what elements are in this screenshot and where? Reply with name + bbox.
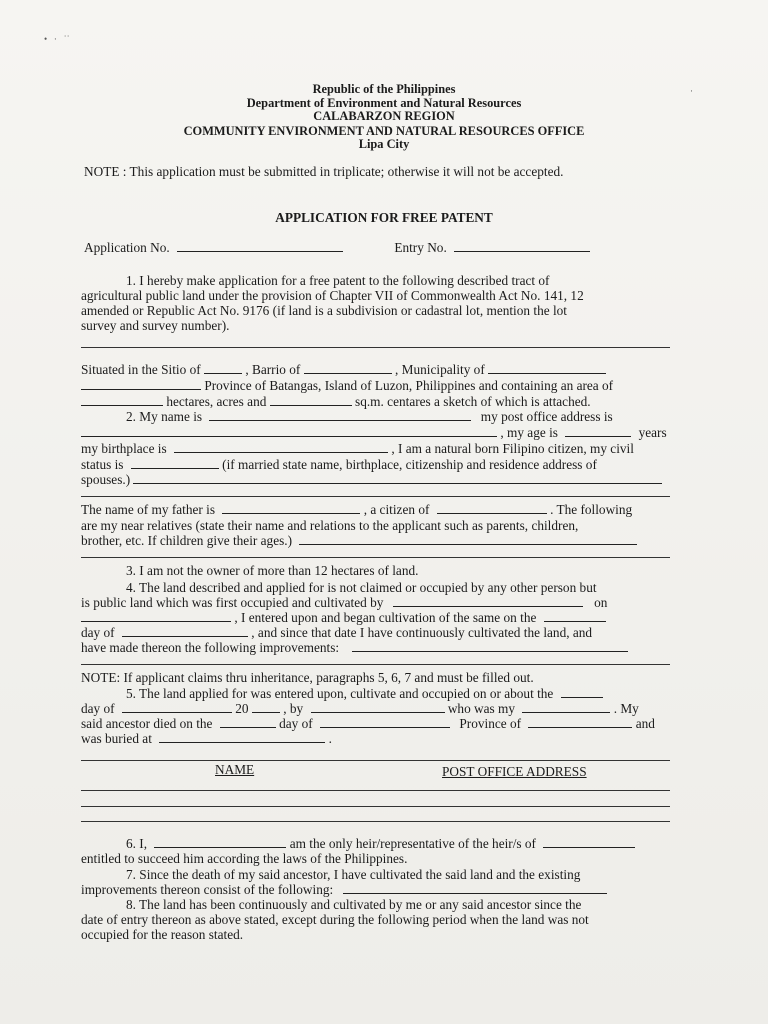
father-citizen-label: , a citizen of [363,502,430,517]
spouse-label: spouses.) [81,472,131,487]
first-occupied-label: is public land which was first occupied and cultivated by [81,595,384,610]
p1-line-1: 1. I hereby make application for a free patent to the following described tract of [126,273,550,288]
p5-year-field[interactable] [252,701,280,713]
p4-row-5 [81,640,628,655]
p4-row-2 [81,595,607,610]
application-no-row [84,240,590,255]
p6-i-label: 6. I, [126,836,148,851]
ancestor-died-label: said ancestor died on the [81,716,213,731]
note-triplicate: NOTE : This application must be submitted in triplicate; otherwise it will not be accepted. [84,164,564,179]
entry-no-label: Entry No. [394,240,447,255]
spouse-field-2[interactable] [81,496,670,497]
header-republic: Republic of the Philippines [312,82,456,96]
province-row [81,378,613,393]
barrio-field[interactable] [304,362,392,374]
sitio-label: Situated in the Sitio of [81,362,201,377]
death-month-field[interactable] [320,716,450,728]
p5-relation-field[interactable] [522,701,610,713]
header-department: Department of Environment and Natural Resources [246,96,522,110]
and-label: and [635,716,655,731]
existing-improvements-field[interactable] [343,882,607,894]
age-row [81,425,667,440]
p4-row-3 [81,610,606,625]
application-no-label: Application No. [84,240,170,255]
p5-row-3 [81,716,655,731]
heir-row-3[interactable] [81,821,670,822]
first-occupied-date-field[interactable] [81,610,231,622]
birthplace-row [81,441,634,456]
entry-no-field[interactable] [454,240,590,252]
age-label: , my age is [500,425,558,440]
relatives-label: brother, etc. If children give their ages.) [81,533,293,548]
p8-line-1: 8. The land has been continuously and cultivated by me or any said ancestor since the [126,897,582,912]
civil-status-row [81,457,597,472]
existing-improvements-label: improvements thereon consist of the following: [81,882,334,897]
civil-status-field[interactable] [131,457,219,469]
spouse-row [81,472,662,487]
p1-line-3: amended or Republic Act No. 9176 (if land is a subdivision or cadastral lot, mention the lot [81,303,567,318]
improvements-field[interactable] [352,640,628,652]
p4-row-4 [81,625,592,640]
relatives-field-2[interactable] [81,557,670,558]
p4-line-1: 4. The land described and applied for is not claimed or occupied by any other person but [126,580,597,595]
death-province-label: Province of [459,716,522,731]
p8-line-2: date of entry thereon as above stated, except during the following period when the land was not [81,912,589,927]
address-column-header: POST OFFICE ADDRESS [442,764,587,779]
province-text: Province of Batangas, Island of Luzon, Philippines and containing an area of [204,378,614,393]
first-occupant-field[interactable] [393,595,583,607]
death-province-field[interactable] [528,716,632,728]
father-label: The name of my father is [81,502,216,517]
p5-day-of-label: day of [81,701,115,716]
hectares-label: hectares, acres and [166,394,267,409]
citizen-text: , I am a natural born Filipino citizen, my civil [391,441,634,456]
relatives-row [81,533,637,548]
heir-of-field[interactable] [543,836,635,848]
area-row [81,394,591,409]
municipality-label: , Municipality of [395,362,485,377]
on-label: on [594,595,608,610]
birthplace-label: my birthplace is [81,441,167,456]
buried-period: . [328,731,332,746]
barrio-label: , Barrio of [245,362,301,377]
form-title: APPLICATION FOR FREE PATENT [275,210,493,225]
situated-row [81,362,606,377]
improvements-label: have made thereon the following improvements: [81,640,340,655]
application-no-field[interactable] [177,240,343,252]
birthplace-field[interactable] [174,441,388,453]
relatives-field[interactable] [299,533,637,545]
heir-name-field[interactable] [154,836,286,848]
buried-label: was buried at [81,731,152,746]
p6-line-2: entitled to succeed him according the laws of the Philippines. [81,851,408,866]
sqm-field[interactable] [270,394,352,406]
name-field[interactable] [209,409,471,421]
p5-row-2 [81,701,639,716]
p7-row-2 [81,882,607,897]
municipality-field[interactable] [488,362,606,374]
p3-text: 3. I am not the owner of more than 12 hectares of land. [126,563,419,578]
improvements-field-2[interactable] [81,664,670,665]
p5-row-1 [126,686,603,701]
p5-who-was-label: who was my [447,701,516,716]
following-text: . The following [550,502,633,517]
death-day-of-label: day of [279,716,313,731]
cultivation-label: , I entered upon and began cultivation of the same on the [234,610,537,625]
p1-line-2: agricultural public land under the provision of Chapter VII of Commonwealth Act No. 141, 12 [81,288,584,303]
father-row [81,502,632,517]
header-city: Lipa City [358,137,410,151]
p5-by-label: , by [283,701,304,716]
p5-row-4 [81,731,332,746]
cultivation-day-field[interactable] [544,610,606,622]
lot-description-field[interactable] [81,347,670,348]
post-office-label: my post office address is [480,409,613,424]
buried-field[interactable] [159,731,325,743]
header-office: COMMUNITY ENVIRONMENT AND NATURAL RESOURCES OFFICE [183,124,585,138]
age-field[interactable] [565,425,631,437]
p8-line-3: occupied for the reason stated. [81,927,244,942]
header-region: CALABARZON REGION [313,109,455,123]
years-label: years [638,425,667,440]
p5-year-prefix: 20 [235,701,249,716]
scan-speck: · [690,86,693,96]
p5-month-field[interactable] [122,701,232,713]
post-office-field[interactable] [81,425,497,437]
p5-my-label: . My [613,701,639,716]
father-field[interactable] [222,502,360,514]
p6-row-1 [126,836,635,851]
sitio-field[interactable] [204,362,242,374]
p5-by-field[interactable] [311,701,445,713]
father-citizen-field[interactable] [437,502,547,514]
cultivation-month-field[interactable] [122,625,248,637]
province-pre-field[interactable] [81,378,201,390]
p1-line-4: survey and survey number). [81,318,230,333]
relatives-line-1: are my near relatives (state their name and relations to the applicant such as parents, children, [81,518,579,533]
day-of-label: day of [81,625,115,640]
death-day-field[interactable] [220,716,276,728]
name-label: 2. My name is [126,409,203,424]
name-row [126,409,613,424]
heir-row-2[interactable] [81,806,670,807]
continuous-text: , and since that date I have continuously cultivated the land, and [251,625,593,640]
heir-text: am the only heir/representative of the heir/s of [289,836,536,851]
spouse-field[interactable] [133,472,662,484]
note-inheritance: NOTE: If applicant claims thru inheritance, paragraphs 5, 6, 7 and must be filled out. [81,670,534,685]
p5-day-field[interactable] [561,686,603,698]
hectares-field[interactable] [81,394,163,406]
spouse-instructions: (if married state name, birthplace, citizenship and residence address of [222,457,597,472]
p7-line-1: 7. Since the death of my said ancestor, I have cultivated the said land and the existing [126,867,581,882]
scan-speck: • · ˙˙ [44,34,70,44]
name-column-header: NAME [215,762,255,777]
civil-status-label: status is [81,457,124,472]
heir-row-1[interactable] [81,790,670,791]
sqm-label: sq.m. centares a sketch of which is attached. [355,394,591,409]
p5-text: 5. The land applied for was entered upon, cultivate and occupied on or about the [126,686,554,701]
heirs-table-top-line [81,760,670,761]
